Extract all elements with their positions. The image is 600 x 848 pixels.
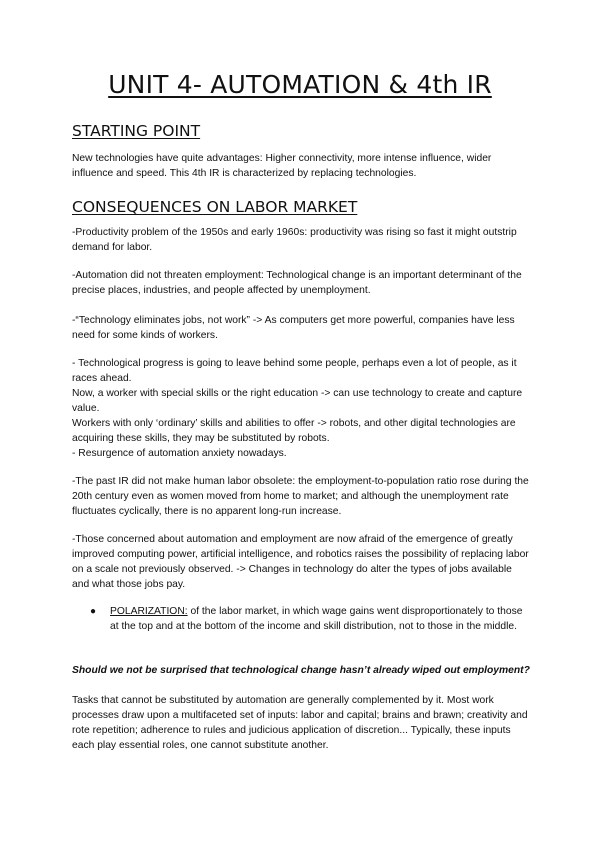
paragraph-line: - Resurgence of automation anxiety nowadays. <box>72 448 287 459</box>
question-heading: Should we not be surprised that technological change hasn’t already wiped out employment? <box>72 665 530 676</box>
paragraph-line: Workers with only ‘ordinary’ skills and abilities to offer -> robots, and other digital technologies are acquiring these skills, they may be substituted by robots. <box>72 418 516 444</box>
paragraph-past-ir <box>72 474 530 519</box>
bullet-term: POLARIZATION: <box>110 606 188 617</box>
paragraph-text: -Productivity problem of the 1950s and early 1960s: productivity was rising so fast it might outstrip demand for labor. <box>72 227 517 253</box>
paragraph-productivity <box>72 225 530 255</box>
paragraph-technology-jobs <box>72 313 530 343</box>
paragraph-technological-progress <box>72 356 530 461</box>
paragraph-text: -The past IR did not make human labor obsolete: the employment-to-population ratio rose during the 20th century even as women moved from home to market; and although the unemployment rate fluctuates cyclically, there is no apparent long-run increase. <box>72 476 529 517</box>
paragraph-text: -Automation did not threaten employment: Technological change is an important determinant of the precise places, industries, and people affected by unemployment. <box>72 270 522 296</box>
paragraph-text: -Those concerned about automation and employment are now afraid of the emergence of greatly improved computing power, artificial intelligence, and robotics raises the possibility of replacing labor on a scale not previously observed. -> Changes in technology do alter the types of jobs available and what those jobs pay. <box>72 534 529 590</box>
paragraph-text: Tasks that cannot be substituted by automation are generally complemented by it. Most work processes draw upon a multifaceted set of inputs: labor and capital; brains and brawn; creativity and rote repetition; adherence to rules and judicious application of discretion... Typically, these inputs each play essential roles, one cannot substitute another. <box>72 695 528 751</box>
bullet-polarization <box>90 604 530 634</box>
bullet-description: of the labor market, in which wage gains went disproportionately to those at the top and at the bottom of the income and skill distribution, not to those in the middle. <box>110 606 523 632</box>
bullet-dot-icon: ● <box>90 606 97 617</box>
paragraph-starting-point <box>72 151 530 181</box>
paragraph-concerns <box>72 532 530 592</box>
page-title: UNIT 4- AUTOMATION & 4th IR <box>108 70 492 99</box>
paragraph-text: -“Technology eliminates jobs, not work” -> As computers get more powerful, companies have less need for some kinds of workers. <box>72 315 515 341</box>
bullet-text <box>110 604 530 634</box>
paragraph-answer <box>72 693 530 753</box>
heading-starting-point: STARTING POINT <box>72 122 201 140</box>
paragraph-line: Now, a worker with special skills or the right education -> can use technology to create and capture value. <box>72 388 523 414</box>
paragraph-line: - Technological progress is going to leave behind some people, perhaps even a lot of people, as it races ahead. <box>72 358 517 384</box>
paragraph-text: New technologies have quite advantages: Higher connectivity, more intense influence, wider influence and speed. This 4th IR is characterized by replacing technologies. <box>72 153 492 179</box>
paragraph-automation <box>72 268 530 298</box>
heading-consequences: CONSEQUENCES ON LABOR MARKET <box>72 198 358 216</box>
